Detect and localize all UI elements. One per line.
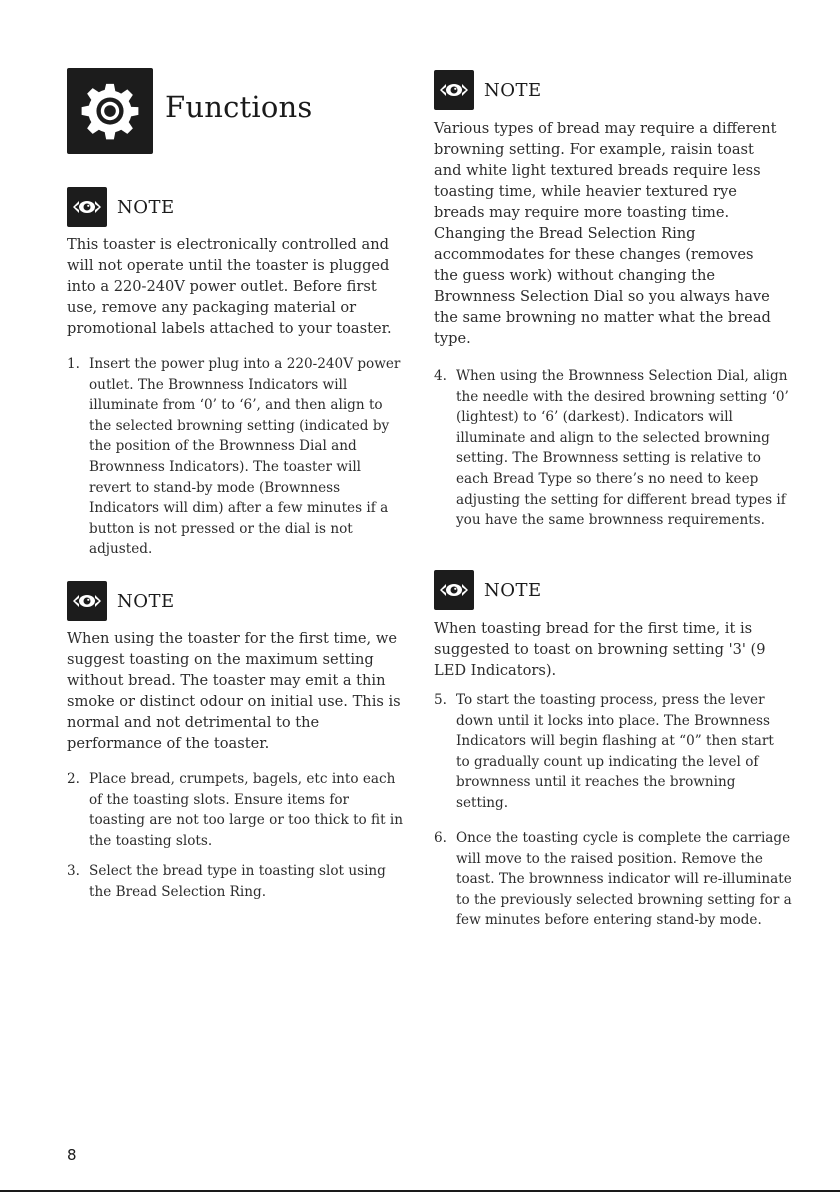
- step-number: 2.: [67, 771, 80, 787]
- eye-icon: [434, 570, 474, 610]
- list-item: [67, 769, 409, 851]
- list-item: [434, 366, 794, 531]
- note-text: When toasting bread for the first time, it is suggested to toast on browning setting '3' (9 LED Indicators).: [434, 620, 766, 679]
- note-heading: [67, 187, 175, 227]
- note-text: This toaster is electronically controlled and will not operate until the toaster is plugged into a 220-240V power outlet. Before first use, remove any packaging material or promotional labels attached to your toaster.: [67, 236, 392, 337]
- note-label: NOTE: [484, 79, 542, 101]
- list-item: [67, 354, 405, 560]
- note-text: When using the toaster for the first time, we suggest toasting on the maximum setting without bread. The toaster may emit a thin smoke or distinct odour on initial use. This is normal and not detrimental to the performance of the toaster.: [67, 630, 401, 752]
- note-heading: [67, 581, 175, 621]
- step-number: 5.: [434, 692, 447, 708]
- step-text: Select the bread type in toasting slot using the Bread Selection Ring.: [89, 863, 386, 900]
- list-item: [434, 828, 792, 931]
- step-number: 6.: [434, 830, 447, 846]
- step-text: To start the toasting process, press the lever down until it locks into place. The Brownness Indicators will begin flashing at “0” then start to gradually count up indicating the level of brownness until it reaches the browning setting.: [456, 692, 774, 811]
- note-label: NOTE: [484, 579, 542, 601]
- step-number: 1.: [67, 356, 80, 372]
- note-heading: [434, 70, 542, 110]
- note-label: NOTE: [117, 196, 175, 218]
- eye-icon: [434, 70, 474, 110]
- step-number: 3.: [67, 863, 80, 879]
- eye-icon: [67, 581, 107, 621]
- page-number: 8: [67, 1146, 77, 1164]
- list-item: [434, 690, 786, 814]
- note-heading: [434, 570, 542, 610]
- step-text: Place bread, crumpets, bagels, etc into each of the toasting slots. Ensure items for toasting are not too large or too thick to fit in the toasting slots.: [89, 771, 403, 849]
- step-text: When using the Brownness Selection Dial, align the needle with the desired browning setting ‘0’ (lightest) to ‘6’ (darkest). Indicators will illuminate and align to the selected browning setting. The Brownness setting is relative to each Bread Type so there’s no need to keep adjusting the setting for different bread types if you have the same brownness requirements.: [456, 368, 789, 529]
- note-label: NOTE: [117, 590, 175, 612]
- step-number: 4.: [434, 368, 447, 384]
- section-header: [67, 68, 312, 154]
- page-title: Functions: [165, 90, 313, 124]
- step-text: Once the toasting cycle is complete the carriage will move to the raised position. Remove the toast. The brownness indicator will re-illuminate to the previously selected browning setting for a few minutes before entering stand-by mode.: [456, 830, 792, 929]
- gear-icon: [67, 68, 153, 154]
- note-text: Various types of bread may require a different browning setting. For example, raisin toast and white light textured breads require less toasting time, while heavier textured rye breads may require more toasting time. Changing the Bread Selection Ring accommodates for these changes (removes the guess work) without changing the Brownness Selection Dial so you always have the same browning no matter what the bread type.: [434, 120, 777, 347]
- list-item: [67, 861, 409, 902]
- step-text: Insert the power plug into a 220-240V power outlet. The Brownness Indicators will illuminate from ‘0’ to ‘6’, and then align to the selected browning setting (indicated by the position of the Brownness Dial and Brownness Indicators). The toaster will revert to stand-by mode (Brownness Indicators will dim) after a few minutes if a button is not pressed or the dial is not adjusted.: [89, 356, 401, 558]
- eye-icon: [67, 187, 107, 227]
